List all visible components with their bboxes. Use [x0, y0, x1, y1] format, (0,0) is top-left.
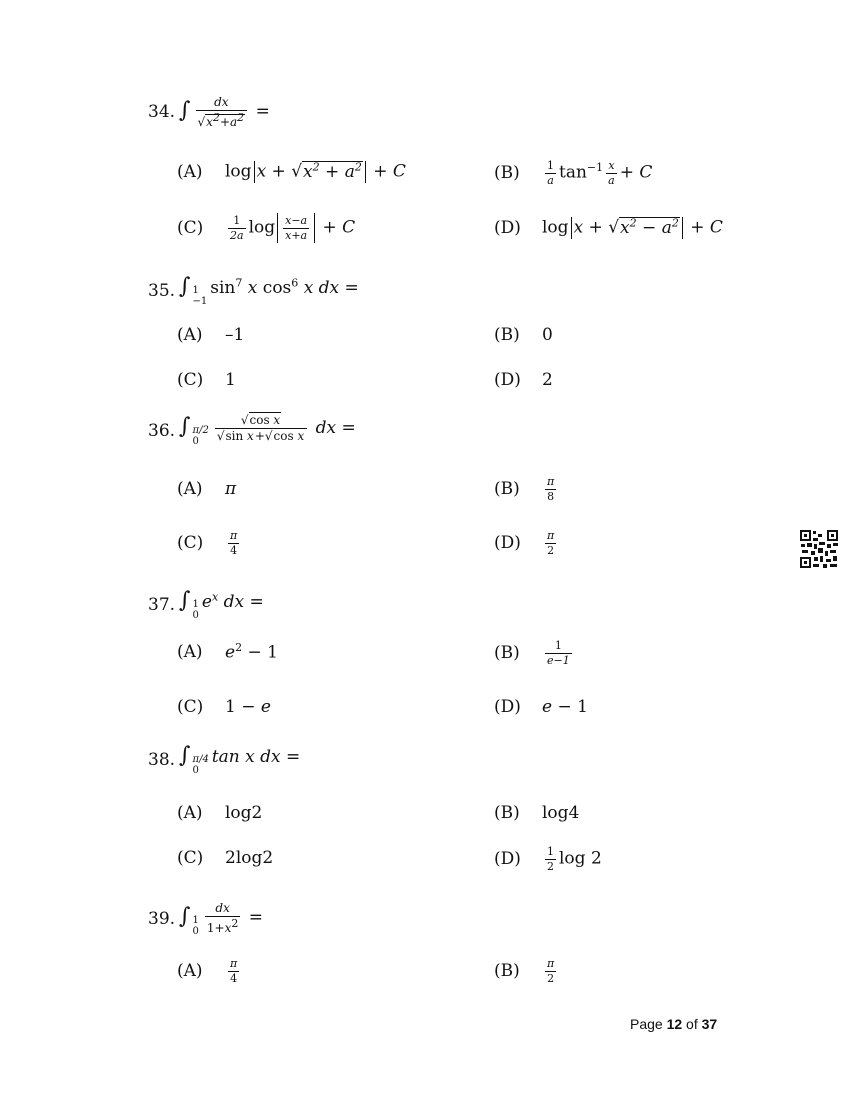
option-label: (C) [177, 370, 204, 390]
option-math: $\frac{\pi}{4}$ [230, 957, 238, 985]
page-of: of [682, 1016, 702, 1032]
question-stem: ∫ 1 −1 $\sin^7 x$ $\cos^6 x$ dx = [179, 274, 359, 307]
option-math: 1 − e [225, 697, 271, 717]
option-34-d[interactable] [494, 216, 723, 239]
option-label: (B) [494, 163, 520, 184]
page-prefix: Page [630, 1016, 667, 1032]
option-text: 1 [225, 370, 236, 390]
option-label: (A) [177, 961, 203, 982]
option-label: (B) [494, 803, 520, 823]
option-35-a[interactable] [177, 325, 244, 345]
option-label: (B) [494, 643, 520, 664]
question-35 [148, 274, 359, 307]
option-label: (A) [177, 803, 203, 823]
option-38-a[interactable] [177, 803, 262, 823]
question-34 [148, 96, 270, 128]
option-38-c[interactable] [177, 848, 273, 868]
total-pages: 37 [701, 1016, 718, 1032]
option-text: 2log2 [225, 848, 274, 868]
qr-code-icon [799, 529, 839, 569]
option-36-c[interactable] [177, 530, 242, 556]
option-37-b[interactable] [494, 640, 575, 666]
option-35-c[interactable] [177, 370, 236, 390]
option-label: (C) [177, 533, 204, 554]
option-label: (B) [494, 325, 520, 345]
question-36 [148, 414, 356, 447]
option-label: (C) [177, 218, 204, 238]
option-label: (C) [177, 697, 204, 717]
option-35-d[interactable] [494, 370, 553, 390]
question-number: 35. [148, 280, 176, 301]
option-36-d[interactable] [494, 530, 559, 556]
option-label: (D) [494, 697, 521, 717]
option-label: (D) [494, 217, 521, 238]
question-number: 38. [148, 749, 176, 770]
option-37-d[interactable] [494, 697, 588, 717]
page-number [630, 1016, 717, 1032]
option-text: log2 [225, 803, 263, 823]
option-34-c[interactable] [177, 213, 355, 243]
question-stem: ∫ 1 0 $e^x$ dx = [179, 588, 264, 621]
option-35-b[interactable] [494, 325, 553, 345]
option-label: (B) [494, 479, 520, 500]
option-label: (C) [177, 848, 204, 868]
question-number: 39. [148, 909, 176, 930]
question-38 [148, 743, 300, 776]
question-39 [148, 902, 263, 937]
option-label: (D) [494, 370, 521, 390]
option-36-b[interactable] [494, 476, 559, 502]
option-math: $\log x + √x^2 - a^2 + C$ [542, 216, 723, 238]
option-39-a[interactable] [177, 958, 242, 984]
option-text: log4 [542, 803, 580, 823]
option-math: $\frac{\pi}{2}$ [547, 957, 555, 985]
option-math: $\frac{1}{2}$ log 2 [547, 845, 602, 873]
question-number: 36. [148, 420, 176, 441]
option-36-a[interactable] [177, 479, 236, 499]
option-math: $\frac{1}{a}$ $\tan^{-1}$ $\frac{x}{a}$ + C [547, 159, 653, 187]
question-stem: ∫ π/4 0 tan x dx = [179, 743, 301, 776]
option-text: π [225, 479, 237, 499]
option-math: $\frac{1}{2a}$ log $\frac{x-a}{x+a}$ + C [230, 213, 356, 242]
option-math: $e^2 - 1$ [225, 641, 278, 663]
current-page: 12 [666, 1016, 683, 1032]
option-label: (B) [494, 961, 520, 982]
option-37-c[interactable] [177, 697, 271, 717]
option-math: e − 1 [542, 697, 588, 717]
option-label: (A) [177, 641, 203, 662]
option-text: –1 [225, 325, 245, 345]
question-number: 34. [148, 102, 176, 123]
option-label: (A) [177, 479, 203, 499]
option-label: (A) [177, 325, 203, 345]
option-math: $\frac{1}{e-1}$ [547, 639, 570, 667]
option-38-b[interactable] [494, 803, 579, 823]
question-stem: ∫ 1 0 $\frac{dx}{1+x^2}$ = [179, 901, 264, 937]
option-label: (D) [494, 533, 521, 554]
option-math: $\frac{\pi}{8}$ [547, 475, 555, 503]
option-math: $\frac{\pi}{2}$ [547, 529, 555, 557]
option-label: (D) [494, 849, 521, 870]
option-label: (A) [177, 161, 203, 182]
option-39-b[interactable] [494, 958, 559, 984]
option-text: 0 [542, 325, 553, 345]
option-37-a[interactable] [177, 641, 278, 663]
option-text: 2 [542, 370, 553, 390]
option-38-d[interactable] [494, 846, 602, 872]
question-stem: ∫ $\frac{dx}{√x^2+a^2}$ = [179, 95, 270, 129]
question-stem: ∫ π/2 0 $\frac{\text{√cos x}}{\text{√sin x+√cos x}}$ dx = [179, 413, 356, 447]
question-number: 37. [148, 594, 176, 615]
option-math: $\frac{\pi}{4}$ [230, 529, 238, 557]
option-34-b[interactable] [494, 160, 652, 186]
option-34-a[interactable] [177, 160, 406, 183]
option-math: $\log x + √x^2 + a^2 + C$ [225, 160, 406, 182]
question-37 [148, 588, 264, 621]
